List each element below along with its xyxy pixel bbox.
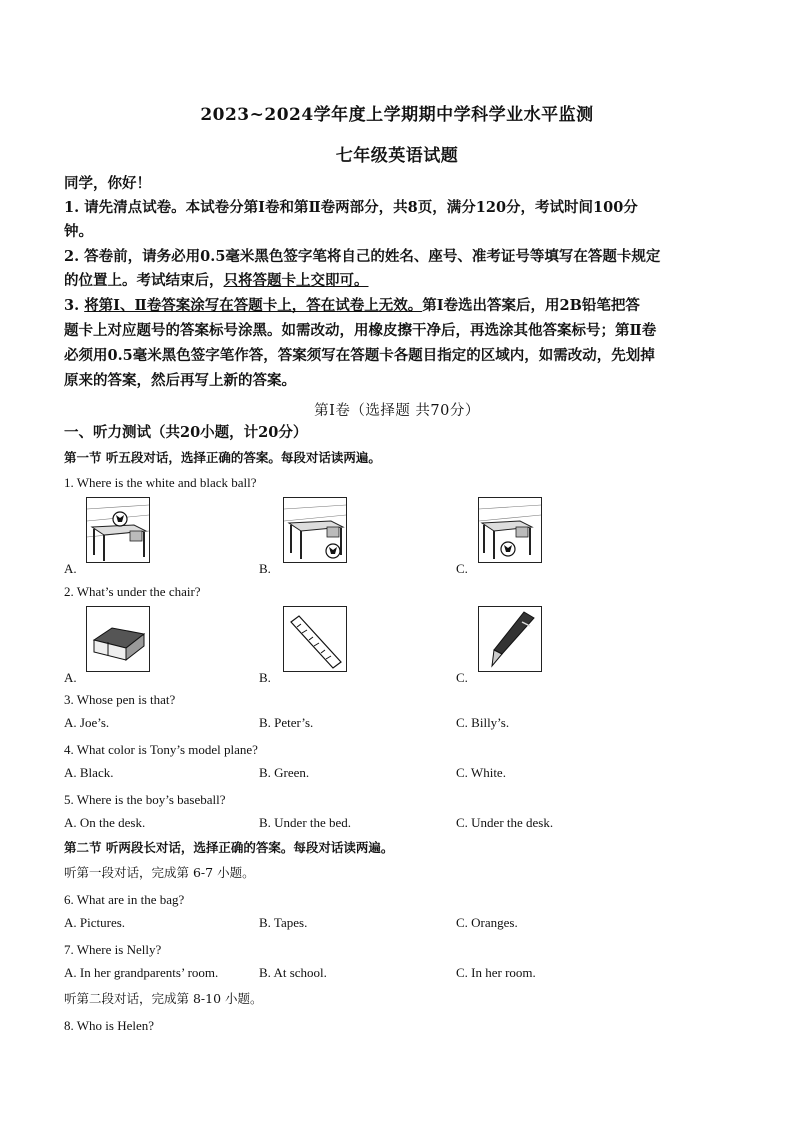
pen-image <box>478 606 542 672</box>
desk-ball-beside-image <box>478 497 542 563</box>
q6-option-c[interactable]: C. Oranges. <box>456 915 518 930</box>
q4-option-b[interactable]: B. Green. <box>259 765 310 780</box>
question-5: 5. Where is the boy’s baseball? <box>64 792 226 807</box>
desk-ball-on-top-image <box>86 497 150 563</box>
q2-option-c[interactable]: C. <box>456 670 468 685</box>
q7-option-b[interactable]: B. At school. <box>259 965 327 980</box>
sub-section-1: 第一节 听五段对话，选择正确的答案。每段对话读两遍。 <box>64 450 381 465</box>
question-1: 1. Where is the white and black ball? <box>64 475 257 490</box>
q3-option-a[interactable]: A. Joe’s. <box>64 715 110 730</box>
exam-subtitle: 七年级英语试题 <box>335 146 459 166</box>
notice-item-3-line-2: 题卡上对应题号的答案标号涂黑。如需改动，用橡皮擦干净后，再选涂其他答案标号；第Ⅱ卷 <box>64 322 657 339</box>
dialog-1-instruction: 听第一段对话，完成第 6-7 小题。 <box>64 865 255 880</box>
q7-option-c[interactable]: C. In her room. <box>456 965 536 980</box>
question-7: 7. Where is Nelly? <box>64 942 162 957</box>
notice-item-1-line-1: 1. 请先清点试卷。本试卷分第Ⅰ卷和第Ⅱ卷两部分，共8页，满分120分，考试时间100分 <box>64 199 638 216</box>
dialog-2-instruction: 听第二段对话，完成第 8-10 小题。 <box>64 991 263 1006</box>
q6-option-a[interactable]: A. Pictures. <box>64 915 126 930</box>
notice-item-2-line-2 <box>64 271 730 291</box>
notice-item-3-line-1 <box>64 296 730 316</box>
exam-title: 2023~2024学年度上学期期中学科学业水平监测 <box>200 105 594 125</box>
notice-item-2-line-1: 2. 答卷前，请务必用0.5毫米黑色签字笔将自己的姓名、座号、准考证号等填写在答题卡规定 <box>64 248 661 265</box>
notice-item-3-text: 第Ⅰ卷选出答案后，用2B铅笔把答 <box>422 297 640 314</box>
notice-item-3-underlined: 将第Ⅰ、Ⅱ卷答案涂写在答题卡上，答在试卷上无效。 <box>84 297 423 314</box>
question-2: 2. What’s under the chair? <box>64 584 201 599</box>
q5-option-a[interactable]: A. On the desk. <box>64 815 146 830</box>
q2-option-a[interactable]: A. <box>64 670 77 685</box>
notice-item-1-line-2: 钟。 <box>64 223 93 240</box>
q4-option-c[interactable]: C. White. <box>456 765 506 780</box>
q7-option-a[interactable]: A. In her grandparents’ room. <box>64 965 219 980</box>
q3-option-b[interactable]: B. Peter’s. <box>259 715 314 730</box>
notice-item-3-line-4: 原来的答案，然后再写上新的答案。 <box>64 372 296 389</box>
q1-option-b[interactable]: B. <box>259 561 271 576</box>
desk-ball-under-image <box>283 497 347 563</box>
question-3: 3. Whose pen is that? <box>64 692 176 707</box>
question-8: 8. Who is Helen? <box>64 1018 155 1033</box>
q6-option-b[interactable]: B. Tapes. <box>259 915 308 930</box>
q1-option-a[interactable]: A. <box>64 561 77 576</box>
notice-item-2-underlined: 只将答题卡上交即可。 <box>223 272 369 289</box>
part1-heading: 第Ⅰ卷（选择题 共70分） <box>314 403 480 419</box>
section-listening: 一、听力测试（共20小题，计20分） <box>64 424 308 441</box>
notice-item-3-number: 3. <box>64 297 85 314</box>
notice-item-2-text: 的位置上。考试结束后， <box>64 272 224 289</box>
notice-item-3-line-3: 必须用0.5毫米黑色签字笔作答，答案须写在答题卡各题目指定的区域内，如需改动，先划掉 <box>64 347 655 364</box>
sub-section-2: 第二节 听两段长对话，选择正确的答案。每段对话读两遍。 <box>64 840 394 855</box>
question-6: 6. What are in the bag? <box>64 892 185 907</box>
ruler-image <box>283 606 347 672</box>
greeting: 同学，你好！ <box>64 175 151 192</box>
q4-option-a[interactable]: A. Black. <box>64 765 114 780</box>
q3-option-c[interactable]: C. Billy’s. <box>456 715 510 730</box>
q5-option-c[interactable]: C. Under the desk. <box>456 815 554 830</box>
question-4: 4. What color is Tony’s model plane? <box>64 742 258 757</box>
q1-option-c[interactable]: C. <box>456 561 468 576</box>
q2-option-b[interactable]: B. <box>259 670 271 685</box>
q5-option-b[interactable]: B. Under the bed. <box>259 815 352 830</box>
eraser-image <box>86 606 150 672</box>
